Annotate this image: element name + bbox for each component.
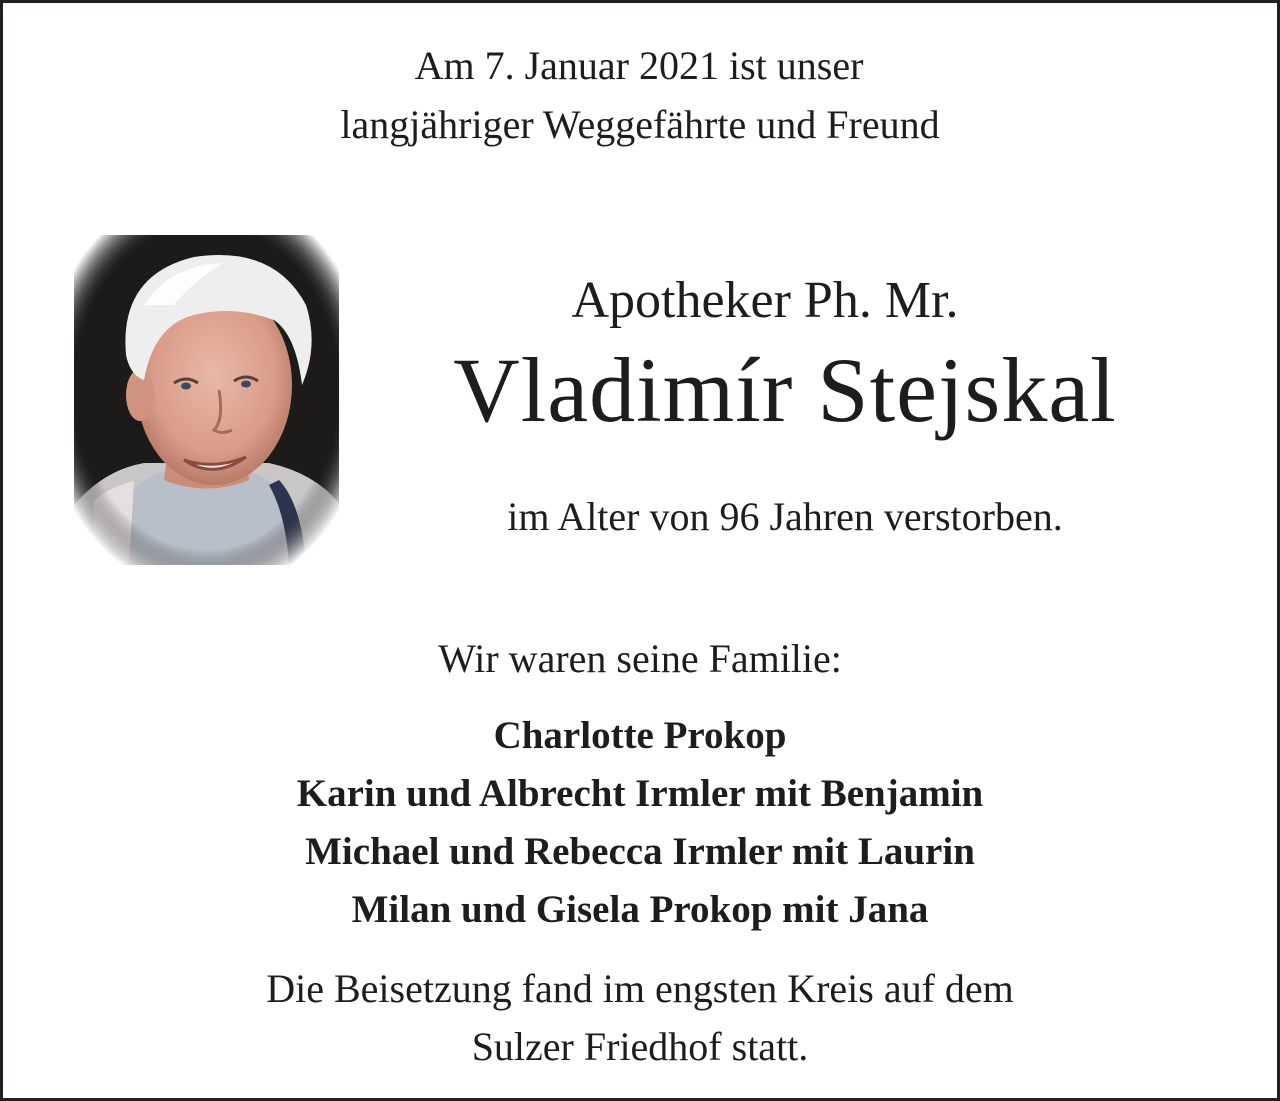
burial-note-line-2: Sulzer Friedhof statt. [471, 1024, 809, 1069]
deceased-name: Vladimír Stejskal [453, 339, 1117, 441]
intro-line-1: Am 7. Januar 2021 ist unser [414, 43, 864, 88]
family-member: Michael und Rebecca Irmler mit Laurin [305, 830, 975, 873]
family-member: Karin und Albrecht Irmler mit Benjamin [296, 772, 984, 815]
deceased-title: Apotheker Ph. Mr. [571, 272, 959, 329]
family-member: Charlotte Prokop [493, 714, 787, 757]
burial-note-line-1: Die Beisetzung fand im engsten Kreis auf dem [266, 966, 1014, 1011]
intro-line-2: langjähriger Weggefährte und Freund [340, 102, 940, 147]
family-heading: Wir waren seine Familie: [438, 636, 842, 681]
deceased-age-text: im Alter von 96 Jahren verstorben. [507, 494, 1063, 539]
family-members-list [0, 707, 1280, 939]
family-member: Milan und Gisela Prokop mit Jana [351, 888, 929, 931]
portrait-photo [74, 235, 339, 565]
